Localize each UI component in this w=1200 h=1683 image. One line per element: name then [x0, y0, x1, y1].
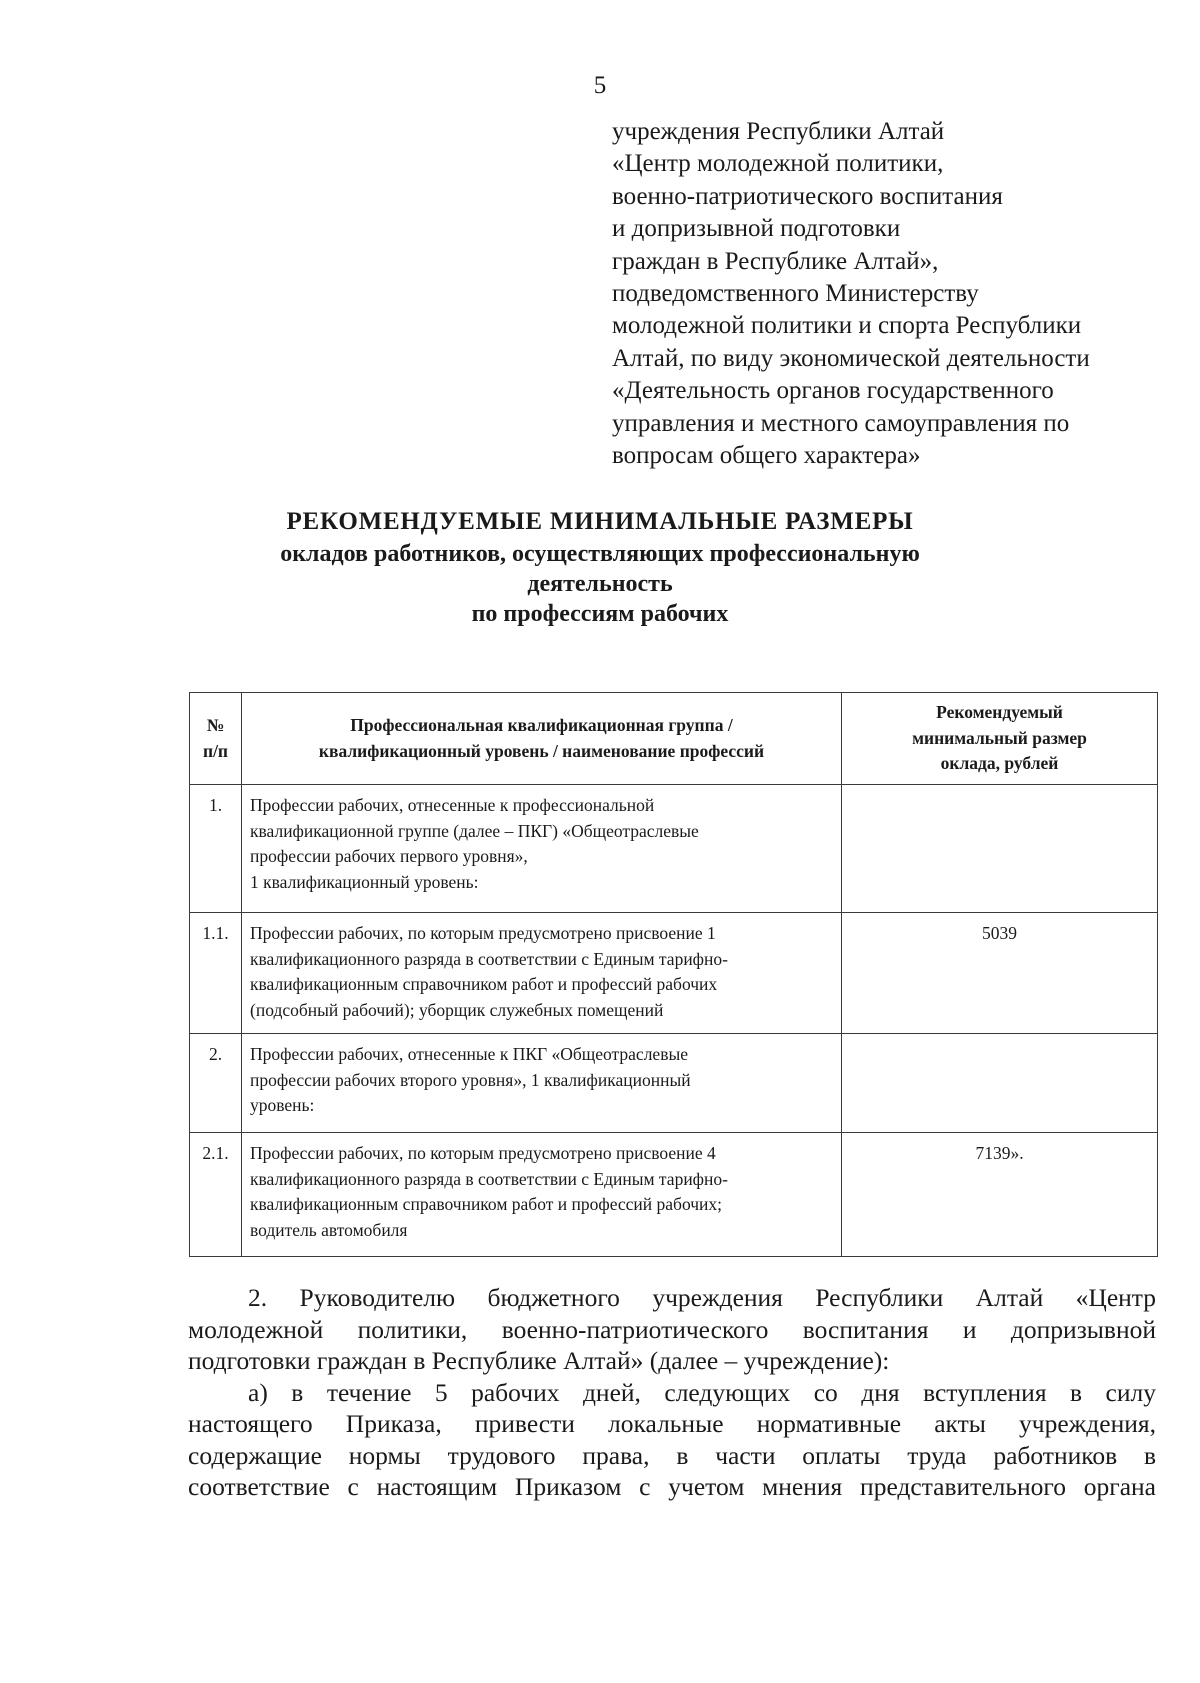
body-text: [188, 1282, 1156, 1503]
paragraph-2: [188, 1282, 1156, 1377]
paragraph-line: соответствие с настоящим Приказом с учетом мнения представительного органа: [188, 1472, 1156, 1501]
title-main: РЕКОМЕНДУЕМЫЕ МИНИМАЛЬНЫЕ РАЗМЕРЫ: [286, 508, 914, 535]
paragraph-line: 2. Руководителю бюджетного учреждения Республики Алтай «Центр: [248, 1283, 1156, 1312]
title-sub-line: по профессиям рабочих: [471, 601, 729, 627]
header-value: Рекомендуемый минимальный размер оклада, рублей: [842, 693, 1158, 785]
header-line: молодежной политики и спорта Республики: [612, 312, 1082, 340]
header-line: вопросам общего характера»: [612, 442, 921, 470]
title-sub-line: окладов работников, осуществляющих профессиональную: [280, 541, 920, 567]
row-num: 2.: [190, 1034, 242, 1133]
header-line: управления и местного самоуправления по: [612, 409, 1070, 437]
table-row: [190, 913, 1158, 1034]
header-line: граждан в Республике Алтай»,: [612, 247, 939, 275]
header-line: учреждения Республики Алтай: [612, 118, 945, 145]
row-num: 1.1.: [190, 913, 242, 1034]
header-line: «Центр молодежной политики,: [612, 150, 944, 178]
header-group: Профессиональная квалификационная группа / квалификационный уровень / наименование профессий: [242, 693, 842, 785]
header-line: военно-патриотического воспитания: [612, 182, 1003, 210]
document-title: [170, 505, 1030, 629]
paragraph-line: подготовки граждан в Республике Алтай» (далее – учреждение):: [188, 1346, 890, 1375]
row-desc: Профессии рабочих, отнесенные к ПКГ «Общеотраслевые профессии рабочих второго уровня», 1 квалификационный уровень:: [242, 1034, 842, 1133]
row-desc: Профессии рабочих, по которым предусмотрено присвоение 1 квалификационного разряда в соответствии с Единым тарифно- квалификационным справочником работ и профессий рабочих (подсобный рабочий); уборщик служебных помещений: [242, 913, 842, 1034]
header-block: [612, 116, 1172, 472]
header-line: «Деятельность органов государственного: [612, 377, 1054, 405]
table-row: [190, 785, 1158, 913]
row-desc: Профессии рабочих, отнесенные к профессиональной квалификационной группе (далее – ПКГ) «Общеотраслевые профессии рабочих первого уровня», 1 квалификационный уровень:: [242, 785, 842, 913]
row-num: 2.1.: [190, 1133, 242, 1257]
paragraph-line: молодежной политики, военно-патриотического воспитания и допризывной: [188, 1314, 1156, 1344]
row-desc: Профессии рабочих, по которым предусмотрено присвоение 4 квалификационного разряда в соответствии с Единым тарифно- квалификационным справочником работ и профессий рабочих; водитель автомобиля: [242, 1133, 842, 1257]
table-row: [190, 1034, 1158, 1133]
row-value: [842, 1034, 1158, 1133]
table-row: [190, 1133, 1158, 1257]
row-num: 1.: [190, 785, 242, 913]
paragraph-line: а) в течение 5 рабочих дней, следующих со дня вступления в силу: [248, 1377, 1156, 1407]
row-value: [842, 785, 1158, 913]
paragraph-line: настоящего Приказа, привести локальные нормативные акты учреждения,: [188, 1409, 1156, 1438]
table-header-row: [190, 693, 1158, 785]
row-value: 7139».: [842, 1133, 1158, 1257]
header-line: Алтай, по виду экономической деятельности: [612, 344, 1090, 372]
header-num: № п/п: [190, 693, 242, 785]
header-line: и допризывной подготовки: [612, 215, 901, 243]
page-number: 5: [593, 72, 607, 99]
title-sub-line: деятельность: [527, 571, 673, 597]
salary-table: [189, 692, 1158, 1257]
paragraph-a: [188, 1377, 1156, 1503]
header-line: подведомственного Министерству: [612, 280, 979, 308]
paragraph-line: содержащие нормы трудового права, в части оплаты труда работников в: [188, 1440, 1156, 1470]
row-value: 5039: [842, 913, 1158, 1034]
